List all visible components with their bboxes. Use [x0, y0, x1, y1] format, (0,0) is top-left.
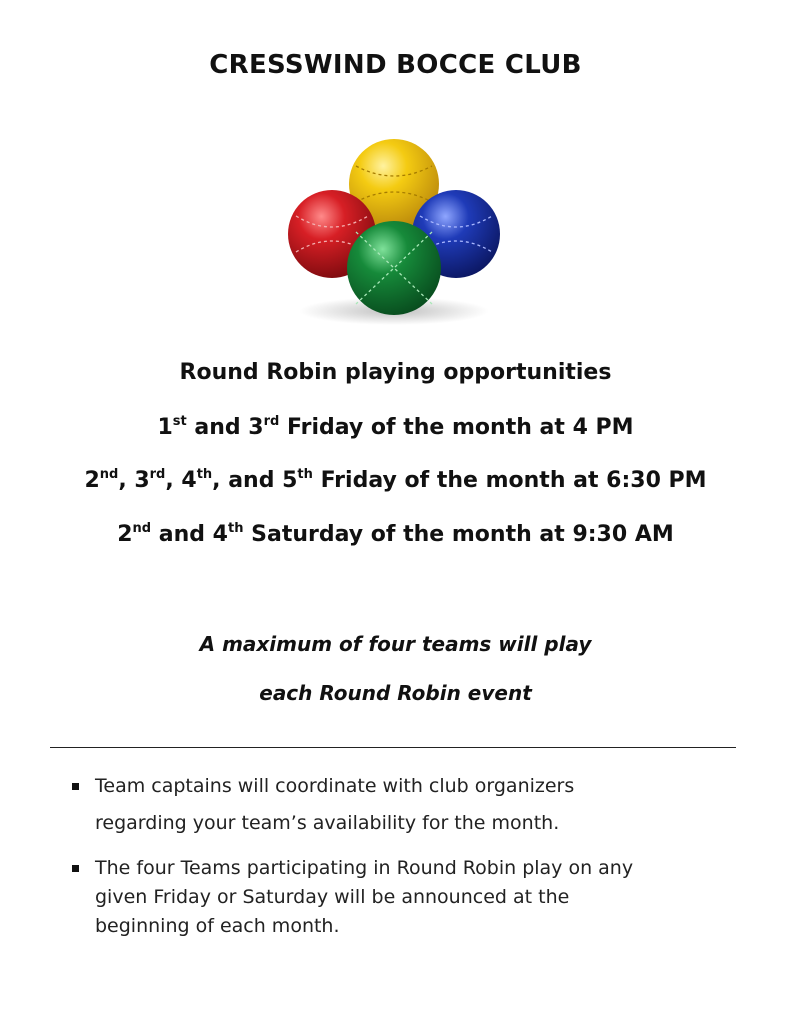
- bullet-square-icon: [72, 865, 79, 872]
- list-item: [70, 854, 750, 941]
- bullet-text-line: regarding your team’s availability for the month.: [95, 812, 560, 834]
- bullet-text-line: given Friday or Saturday will be announced at the: [95, 886, 570, 908]
- info-bullet-list: [70, 768, 750, 941]
- schedule-line-friday-630pm: 2nd, 3rd, 4th, and 5th Friday of the month at 6:30 PM: [84, 467, 707, 493]
- bullet-text-line: Team captains will coordinate with club organizers: [95, 775, 575, 797]
- schedule-line-saturday-930am: 2nd and 4th Saturday of the month at 9:30 AM: [117, 521, 674, 547]
- schedule-heading: Round Robin playing opportunities: [179, 360, 612, 385]
- bullet-text-line: The four Teams participating in Round Robin play on any: [95, 857, 634, 879]
- team-limit-note-line2: each Round Robin event: [259, 681, 532, 705]
- bullet-square-icon: [72, 783, 79, 790]
- list-item: [70, 768, 750, 842]
- green-ball: [347, 221, 441, 315]
- divider-line: [50, 747, 736, 748]
- page-title: CRESSWIND BOCCE CLUB: [209, 50, 582, 80]
- schedule-line-friday-4pm: 1st and 3rd Friday of the month at 4 PM: [157, 414, 634, 440]
- team-limit-note-line1: A maximum of four teams will play: [199, 632, 592, 656]
- bocce-balls-image: [274, 106, 514, 342]
- bullet-text-line: beginning of each month.: [95, 915, 340, 937]
